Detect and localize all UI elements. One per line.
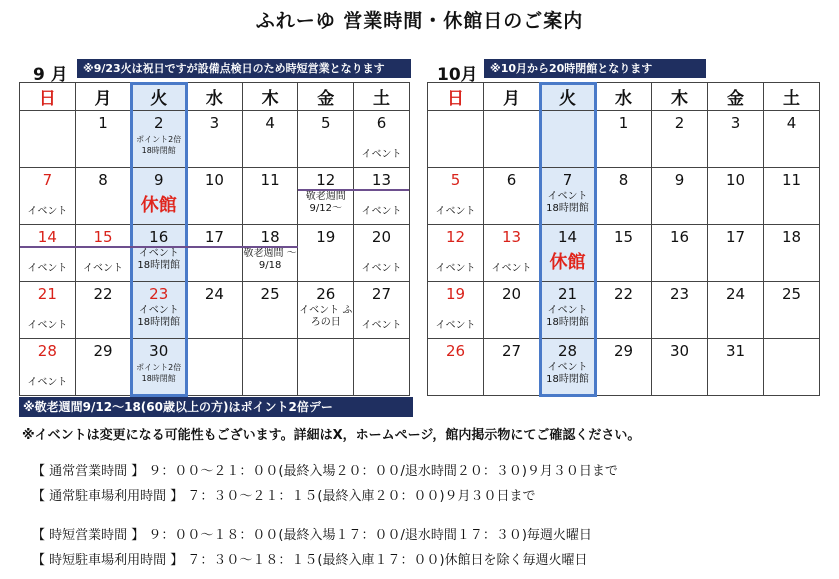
event-label: イベント 18時閉館 xyxy=(546,191,589,214)
september-calendar xyxy=(19,82,410,396)
event-label: イベント xyxy=(27,263,68,274)
day-number: 26 xyxy=(445,342,466,360)
calendar-day-cell xyxy=(652,225,708,282)
calendar-day-cell xyxy=(596,282,652,339)
calendar-day-cell xyxy=(764,282,820,339)
day-number: 15 xyxy=(93,228,113,246)
day-number: 10 xyxy=(204,171,224,189)
day-number: 14 xyxy=(557,228,578,246)
calendar-day-cell xyxy=(20,111,76,168)
day-number: 1 xyxy=(98,114,108,132)
event-label: イベント 18時閉館 xyxy=(546,362,589,385)
event-label: ポイント2倍 18時閉館 xyxy=(136,363,182,383)
day-number: 5 xyxy=(321,114,331,132)
calendar-day-cell xyxy=(708,225,764,282)
weekday-header: 木 xyxy=(652,83,708,111)
calendar-day-cell xyxy=(708,111,764,168)
day-number: 31 xyxy=(725,342,746,360)
september-notice-banner: ※9/23火は祝日ですが設備点検日のため時短営業となります xyxy=(77,59,411,78)
day-number: 2 xyxy=(674,114,685,132)
calendar-day-cell xyxy=(484,111,540,168)
day-number: 10 xyxy=(725,171,746,189)
calendar-day-cell xyxy=(242,282,298,339)
day-number: 30 xyxy=(669,342,690,360)
day-number: 29 xyxy=(93,342,113,360)
day-number: 4 xyxy=(265,114,275,132)
weekday-header: 月 xyxy=(75,83,131,111)
calendar-day-cell xyxy=(20,282,76,339)
closed-label: 休館 xyxy=(140,195,177,216)
day-number: 5 xyxy=(450,171,461,189)
calendar-day-cell xyxy=(131,168,187,225)
day-number: 29 xyxy=(613,342,634,360)
day-number: 26 xyxy=(316,285,336,303)
calendar-day-cell xyxy=(354,168,410,225)
calendar-day-cell xyxy=(596,339,652,396)
calendar-day-cell xyxy=(428,168,484,225)
calendar-day-cell xyxy=(596,111,652,168)
day-number: 14 xyxy=(37,228,57,246)
event-label: イベント xyxy=(27,320,68,331)
regular-parking-hours: 【 通常駐車場利用時間 】 ７：３０〜２１：１５(最終入庫２０：００)９月３０日まで xyxy=(32,489,536,504)
event-label: イベント xyxy=(491,263,532,274)
day-number: 2 xyxy=(153,114,164,132)
event-label: イベント xyxy=(83,263,124,274)
calendar-day-cell xyxy=(540,282,596,339)
day-number: 27 xyxy=(501,342,522,360)
day-number: 12 xyxy=(316,171,336,189)
weekday-header: 土 xyxy=(764,83,820,111)
day-number: 21 xyxy=(37,285,57,303)
weekday-header: 木 xyxy=(242,83,298,111)
day-number: 24 xyxy=(725,285,746,303)
calendar-day-cell xyxy=(540,168,596,225)
day-number: 13 xyxy=(501,228,522,246)
calendar-day-cell xyxy=(428,225,484,282)
calendar-day-cell xyxy=(428,282,484,339)
calendar-day-cell xyxy=(708,168,764,225)
calendar-day-cell xyxy=(187,339,243,396)
event-label: イベント 18時閉館 xyxy=(137,305,181,328)
calendar-day-cell xyxy=(354,111,410,168)
page-title: ふれーゆ 営業時間・休館日のご案内 xyxy=(255,10,584,32)
calendar-day-cell xyxy=(652,282,708,339)
october-calendar xyxy=(427,82,820,396)
calendar-day-cell xyxy=(298,339,354,396)
weekday-header: 金 xyxy=(708,83,764,111)
calendar-day-cell xyxy=(20,225,76,282)
calendar-day-cell xyxy=(75,111,131,168)
day-number: 16 xyxy=(669,228,690,246)
day-number: 28 xyxy=(37,342,57,360)
event-label: イベント 18時閉館 xyxy=(546,305,589,328)
calendar-day-cell xyxy=(354,282,410,339)
calendar-day-cell xyxy=(298,168,354,225)
calendar-day-cell xyxy=(20,168,76,225)
short-parking-hours: 【 時短駐車場利用時間 】 ７：３０〜１８：１５(最終入庫１７：００)休館日を除く毎週火曜日 xyxy=(32,553,588,568)
calendar-day-cell xyxy=(75,225,131,282)
keiro-week-banner: ※敬老週間9/12〜18(60歳以上の方)はポイント2倍デー xyxy=(19,397,413,417)
calendar-day-cell xyxy=(484,339,540,396)
day-number: 19 xyxy=(445,285,466,303)
calendar-day-cell xyxy=(652,111,708,168)
day-number: 12 xyxy=(445,228,466,246)
calendar-day-cell xyxy=(484,168,540,225)
calendar-day-cell xyxy=(764,339,820,396)
event-label: イベント xyxy=(361,263,402,274)
event-label: ポイント2倍 18時閉館 xyxy=(136,135,182,155)
event-label: イベント xyxy=(435,320,476,331)
event-label: イベント xyxy=(361,149,402,160)
calendar-day-cell xyxy=(652,168,708,225)
day-number: 7 xyxy=(42,171,53,189)
day-number: 19 xyxy=(316,228,336,246)
calendar-day-cell xyxy=(20,339,76,396)
calendar-day-cell xyxy=(540,225,596,282)
calendar-day-cell xyxy=(428,339,484,396)
day-number: 9 xyxy=(674,171,685,189)
calendar-day-cell xyxy=(596,225,652,282)
calendar-day-cell xyxy=(75,168,131,225)
calendar-day-cell xyxy=(708,339,764,396)
calendar-day-cell xyxy=(131,339,187,396)
weekday-header: 火 xyxy=(131,83,187,111)
day-number: 11 xyxy=(260,171,280,189)
calendar-day-cell xyxy=(354,339,410,396)
event-label: イベント 18時閉館 xyxy=(137,248,181,271)
day-number: 23 xyxy=(669,285,690,303)
calendar-day-cell xyxy=(484,225,540,282)
calendar-day-cell xyxy=(242,168,298,225)
calendar-day-cell xyxy=(764,111,820,168)
short-hours: 【 時短営業時間 】 ９：００〜１８：００(最終入場１７：００/退水時間１７：３０)毎週火曜日 xyxy=(32,528,592,543)
day-number: 8 xyxy=(618,171,629,189)
weekday-header: 日 xyxy=(428,83,484,111)
event-label: イベント xyxy=(435,206,476,217)
calendar-day-cell xyxy=(131,282,187,339)
keiro-week-line xyxy=(20,246,298,248)
event-label: イベント ふろの日 xyxy=(299,305,353,328)
calendar-day-cell xyxy=(131,111,187,168)
day-number: 22 xyxy=(93,285,113,303)
october-notice-banner: ※10月から20時閉館となります xyxy=(484,59,706,78)
day-number: 17 xyxy=(725,228,746,246)
september-label: 9 月 xyxy=(33,65,68,85)
event-label: 敬老週間 9/12〜 xyxy=(305,191,346,214)
calendar-day-cell xyxy=(75,282,131,339)
weekday-header: 月 xyxy=(484,83,540,111)
weekday-header: 水 xyxy=(187,83,243,111)
calendar-day-cell xyxy=(540,339,596,396)
calendar-day-cell xyxy=(242,339,298,396)
calendar-day-cell xyxy=(764,225,820,282)
day-number: 6 xyxy=(506,171,517,189)
calendar-day-cell xyxy=(764,168,820,225)
event-label: イベント xyxy=(27,206,68,217)
calendar-day-cell xyxy=(187,225,243,282)
day-number: 15 xyxy=(613,228,634,246)
calendar-day-cell xyxy=(354,225,410,282)
calendar-day-cell xyxy=(242,111,298,168)
day-number: 13 xyxy=(371,171,392,189)
day-number: 18 xyxy=(260,228,280,246)
day-number: 4 xyxy=(786,114,797,132)
calendar-day-cell xyxy=(484,282,540,339)
day-number: 18 xyxy=(781,228,802,246)
day-number: 25 xyxy=(260,285,280,303)
day-number: 9 xyxy=(153,171,164,189)
calendar-day-cell xyxy=(298,225,354,282)
october-label: 10月 xyxy=(437,65,478,85)
calendar-day-cell xyxy=(428,111,484,168)
closed-label: 休館 xyxy=(549,252,586,273)
day-number: 6 xyxy=(376,114,387,132)
day-number: 24 xyxy=(204,285,224,303)
event-label: イベント xyxy=(435,263,476,274)
day-number: 27 xyxy=(371,285,392,303)
weekday-header: 日 xyxy=(20,83,76,111)
keiro-week-line xyxy=(298,189,409,191)
event-label: 敬老週間 〜9/18 xyxy=(243,248,297,271)
event-label: イベント xyxy=(361,320,402,331)
calendar-day-cell xyxy=(652,339,708,396)
calendar-day-cell xyxy=(75,339,131,396)
day-number: 20 xyxy=(371,228,392,246)
calendar-day-cell xyxy=(298,111,354,168)
day-number: 21 xyxy=(557,285,578,303)
day-number: 3 xyxy=(730,114,741,132)
day-number: 11 xyxy=(781,171,802,189)
calendar-day-cell xyxy=(540,111,596,168)
calendar-day-cell xyxy=(708,282,764,339)
calendar-day-cell xyxy=(187,168,243,225)
weekday-header: 土 xyxy=(354,83,410,111)
day-number: 17 xyxy=(204,228,224,246)
day-number: 7 xyxy=(562,171,573,189)
weekday-header: 火 xyxy=(540,83,596,111)
calendar-day-cell xyxy=(298,282,354,339)
calendar-day-cell xyxy=(131,225,187,282)
day-number: 30 xyxy=(149,342,169,360)
day-number: 8 xyxy=(98,171,108,189)
regular-hours: 【 通常営業時間 】 ９：００〜２１：００(最終入場２０：００/退水時間２０：３０)９月３０日まで xyxy=(32,464,618,479)
day-number: 23 xyxy=(149,285,169,303)
calendar-day-cell xyxy=(242,225,298,282)
weekday-header: 金 xyxy=(298,83,354,111)
event-label: イベント xyxy=(27,377,68,388)
calendar-day-cell xyxy=(187,282,243,339)
day-number: 22 xyxy=(613,285,634,303)
event-change-note: ※イベントは変更になる可能性もございます。詳細はX，ホームページ，館内掲示物にてご確認ください。 xyxy=(22,428,641,443)
calendar-day-cell xyxy=(596,168,652,225)
event-label: イベント xyxy=(361,206,402,217)
calendar-day-cell xyxy=(187,111,243,168)
day-number: 20 xyxy=(501,285,522,303)
day-number: 1 xyxy=(618,114,629,132)
weekday-header: 水 xyxy=(596,83,652,111)
day-number: 16 xyxy=(149,228,169,246)
day-number: 3 xyxy=(209,114,220,132)
day-number: 28 xyxy=(557,342,578,360)
day-number: 25 xyxy=(781,285,802,303)
